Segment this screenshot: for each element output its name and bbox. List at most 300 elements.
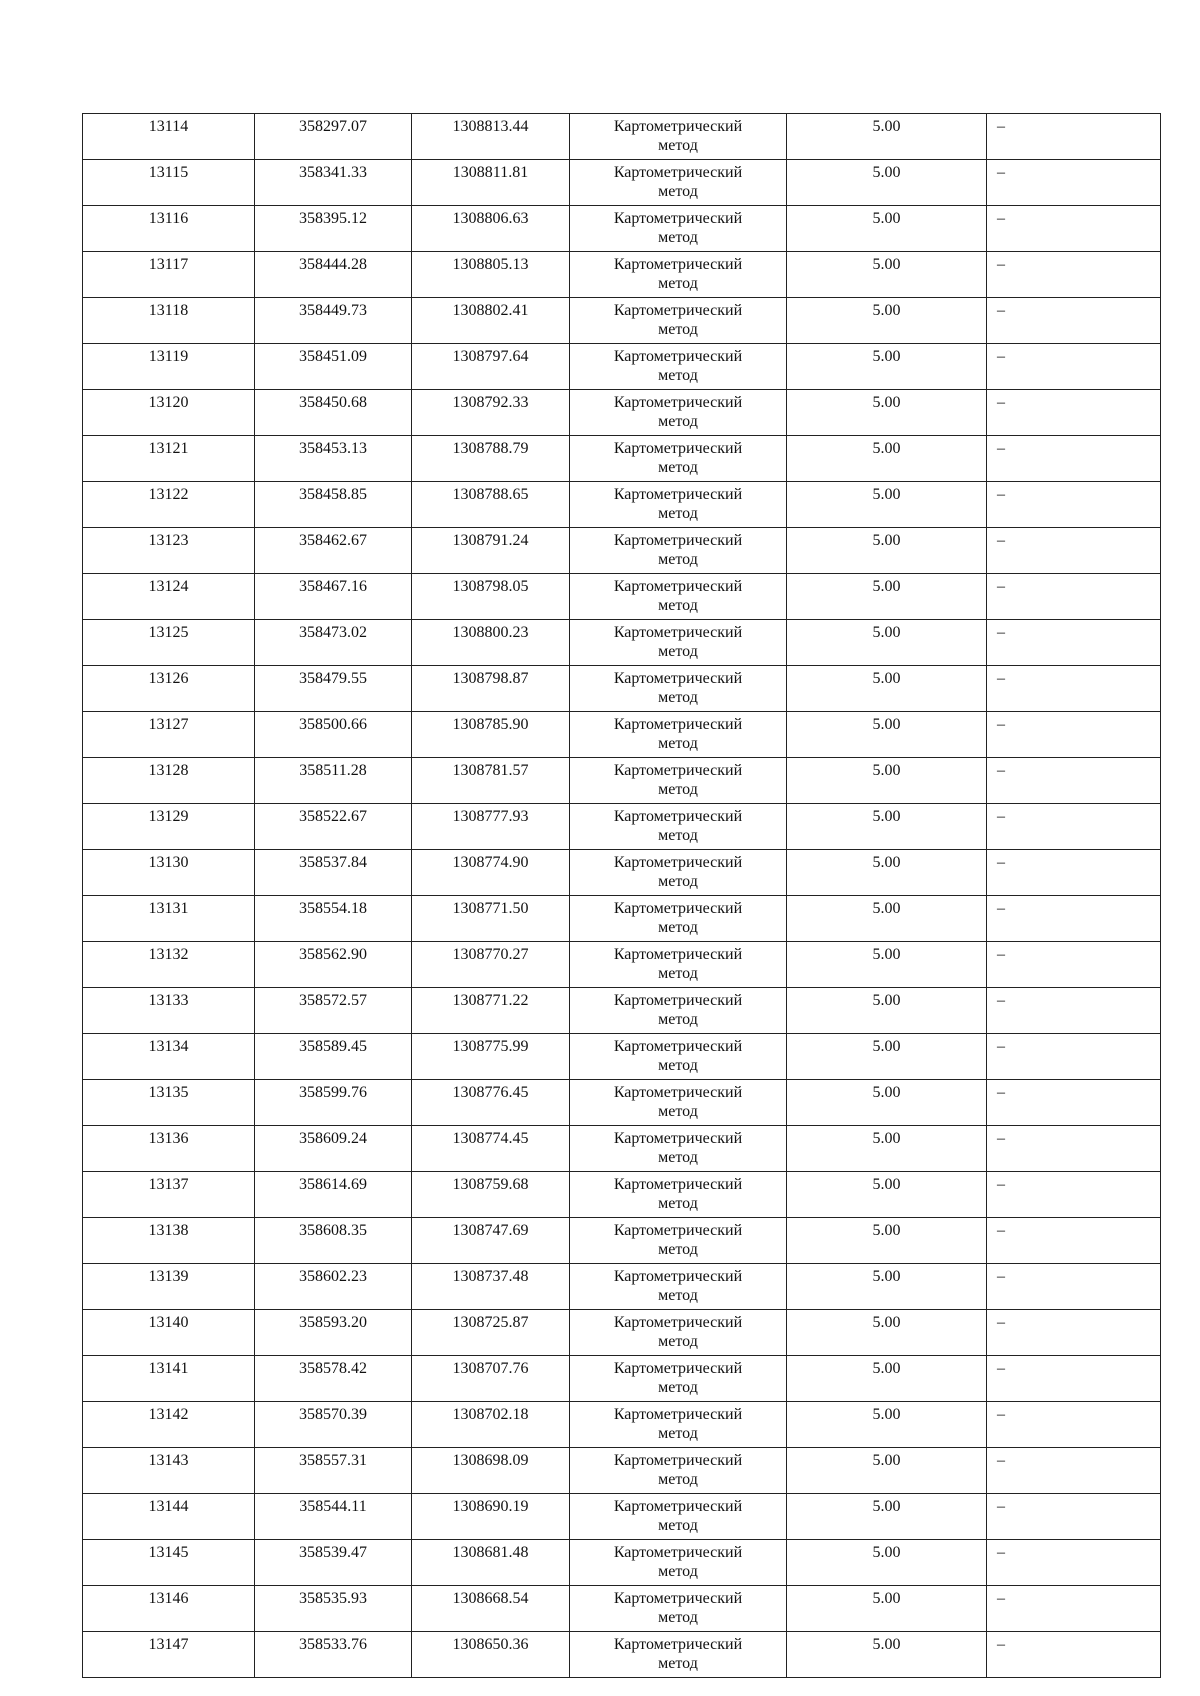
description-cell: – [987,206,1161,252]
description-cell: – [987,1034,1161,1080]
point-number-cell: 13125 [83,620,255,666]
accuracy-cell: 5.00 [787,298,987,344]
y-coordinate-cell: 1308813.44 [412,114,570,160]
table-row [83,942,1161,988]
method-line-1: Картометрический [613,256,743,273]
table-row [83,114,1161,160]
x-coordinate-cell: 358453.13 [255,436,412,482]
accuracy-cell: 5.00 [787,1632,987,1678]
point-number-cell: 13114 [83,114,255,160]
y-coordinate-cell: 1308781.57 [412,758,570,804]
y-coordinate-cell: 1308681.48 [412,1540,570,1586]
method-line-2: метод [658,1517,698,1534]
accuracy-cell: 5.00 [787,252,987,298]
accuracy-cell: 5.00 [787,988,987,1034]
description-cell: – [987,758,1161,804]
method-cell [570,850,787,896]
table-row [83,712,1161,758]
accuracy-cell: 5.00 [787,436,987,482]
table-row [83,436,1161,482]
point-number-cell: 13139 [83,1264,255,1310]
method-cell [570,712,787,758]
point-number-cell: 13121 [83,436,255,482]
accuracy-cell: 5.00 [787,1448,987,1494]
x-coordinate-cell: 358593.20 [255,1310,412,1356]
x-coordinate-cell: 358608.35 [255,1218,412,1264]
method-line-1: Картометрический [613,1636,743,1653]
description-cell: – [987,1632,1161,1678]
description-cell: – [987,850,1161,896]
method-line-2: метод [658,873,698,890]
accuracy-cell: 5.00 [787,206,987,252]
accuracy-cell: 5.00 [787,896,987,942]
method-line-1: Картометрический [613,1176,743,1193]
method-cell [570,620,787,666]
y-coordinate-cell: 1308798.87 [412,666,570,712]
point-number-cell: 13147 [83,1632,255,1678]
table-row [83,252,1161,298]
method-line-2: метод [658,1333,698,1350]
x-coordinate-cell: 358297.07 [255,114,412,160]
method-cell [570,1034,787,1080]
x-coordinate-cell: 358511.28 [255,758,412,804]
table-row [83,1126,1161,1172]
table-row [83,1356,1161,1402]
point-number-cell: 13116 [83,206,255,252]
description-cell: – [987,160,1161,206]
y-coordinate-cell: 1308690.19 [412,1494,570,1540]
point-number-cell: 13123 [83,528,255,574]
description-cell: – [987,1218,1161,1264]
point-number-cell: 13117 [83,252,255,298]
method-line-2: метод [658,643,698,660]
table-row [83,758,1161,804]
method-line-1: Картометрический [613,348,743,365]
method-line-1: Картометрический [613,1360,743,1377]
description-cell: – [987,1356,1161,1402]
point-number-cell: 13131 [83,896,255,942]
accuracy-cell: 5.00 [787,1540,987,1586]
method-line-2: метод [658,1057,698,1074]
point-number-cell: 13133 [83,988,255,1034]
x-coordinate-cell: 358589.45 [255,1034,412,1080]
point-number-cell: 13143 [83,1448,255,1494]
method-line-1: Картометрический [613,808,743,825]
method-line-1: Картометрический [613,1268,743,1285]
method-cell [570,1586,787,1632]
y-coordinate-cell: 1308771.50 [412,896,570,942]
method-line-1: Картометрический [613,762,743,779]
method-line-2: метод [658,1425,698,1442]
description-cell: – [987,252,1161,298]
accuracy-cell: 5.00 [787,942,987,988]
method-cell [570,1540,787,1586]
method-line-2: метод [658,413,698,430]
x-coordinate-cell: 358449.73 [255,298,412,344]
x-coordinate-cell: 358609.24 [255,1126,412,1172]
table-row [83,1034,1161,1080]
y-coordinate-cell: 1308811.81 [412,160,570,206]
method-line-1: Картометрический [613,992,743,1009]
description-cell: – [987,298,1161,344]
y-coordinate-cell: 1308785.90 [412,712,570,758]
method-line-1: Картометрический [613,1084,743,1101]
method-line-2: метод [658,459,698,476]
x-coordinate-cell: 358450.68 [255,390,412,436]
accuracy-cell: 5.00 [787,850,987,896]
y-coordinate-cell: 1308702.18 [412,1402,570,1448]
description-cell: – [987,436,1161,482]
method-line-1: Картометрический [613,532,743,549]
y-coordinate-cell: 1308737.48 [412,1264,570,1310]
description-cell: – [987,1448,1161,1494]
y-coordinate-cell: 1308788.79 [412,436,570,482]
y-coordinate-cell: 1308806.63 [412,206,570,252]
method-cell [570,528,787,574]
method-line-2: метод [658,1655,698,1672]
table-row [83,1402,1161,1448]
description-cell: – [987,574,1161,620]
method-line-2: метод [658,689,698,706]
description-cell: – [987,390,1161,436]
x-coordinate-cell: 358458.85 [255,482,412,528]
method-cell [570,1448,787,1494]
point-number-cell: 13134 [83,1034,255,1080]
x-coordinate-cell: 358341.33 [255,160,412,206]
point-number-cell: 13138 [83,1218,255,1264]
method-line-2: метод [658,1149,698,1166]
description-cell: – [987,804,1161,850]
y-coordinate-cell: 1308798.05 [412,574,570,620]
y-coordinate-cell: 1308802.41 [412,298,570,344]
x-coordinate-cell: 358467.16 [255,574,412,620]
table-row [83,666,1161,712]
table-row [83,988,1161,1034]
point-number-cell: 13127 [83,712,255,758]
method-cell [570,482,787,528]
method-cell [570,1126,787,1172]
x-coordinate-cell: 358500.66 [255,712,412,758]
x-coordinate-cell: 358578.42 [255,1356,412,1402]
y-coordinate-cell: 1308774.90 [412,850,570,896]
method-cell [570,896,787,942]
point-number-cell: 13118 [83,298,255,344]
point-number-cell: 13126 [83,666,255,712]
table-row [83,1448,1161,1494]
method-line-1: Картометрический [613,118,743,135]
x-coordinate-cell: 358522.67 [255,804,412,850]
method-cell [570,1310,787,1356]
table-row [83,1586,1161,1632]
method-cell [570,1218,787,1264]
x-coordinate-cell: 358539.47 [255,1540,412,1586]
accuracy-cell: 5.00 [787,1034,987,1080]
x-coordinate-cell: 358602.23 [255,1264,412,1310]
y-coordinate-cell: 1308668.54 [412,1586,570,1632]
y-coordinate-cell: 1308770.27 [412,942,570,988]
table-row [83,528,1161,574]
method-cell [570,804,787,850]
accuracy-cell: 5.00 [787,114,987,160]
accuracy-cell: 5.00 [787,1218,987,1264]
method-line-1: Картометрический [613,486,743,503]
point-number-cell: 13144 [83,1494,255,1540]
y-coordinate-cell: 1308759.68 [412,1172,570,1218]
table-row [83,896,1161,942]
accuracy-cell: 5.00 [787,1080,987,1126]
accuracy-cell: 5.00 [787,1310,987,1356]
coordinates-table-body [83,114,1161,1678]
y-coordinate-cell: 1308650.36 [412,1632,570,1678]
method-line-1: Картометрический [613,1038,743,1055]
y-coordinate-cell: 1308776.45 [412,1080,570,1126]
method-line-2: метод [658,597,698,614]
table-row [83,1264,1161,1310]
method-cell [570,344,787,390]
method-line-2: метод [658,1103,698,1120]
method-cell [570,252,787,298]
description-cell: – [987,1586,1161,1632]
method-line-1: Картометрический [613,1406,743,1423]
accuracy-cell: 5.00 [787,1264,987,1310]
method-line-2: метод [658,275,698,292]
point-number-cell: 13129 [83,804,255,850]
description-cell: – [987,620,1161,666]
description-cell: – [987,1310,1161,1356]
description-cell: – [987,712,1161,758]
x-coordinate-cell: 358614.69 [255,1172,412,1218]
method-cell [570,1356,787,1402]
method-line-2: метод [658,781,698,798]
x-coordinate-cell: 358451.09 [255,344,412,390]
table-row [83,206,1161,252]
method-line-1: Картометрический [613,440,743,457]
point-number-cell: 13124 [83,574,255,620]
method-cell [570,298,787,344]
y-coordinate-cell: 1308792.33 [412,390,570,436]
description-cell: – [987,942,1161,988]
method-line-2: метод [658,1011,698,1028]
y-coordinate-cell: 1308725.87 [412,1310,570,1356]
accuracy-cell: 5.00 [787,804,987,850]
method-line-2: метод [658,1563,698,1580]
method-cell [570,390,787,436]
table-row [83,1540,1161,1586]
y-coordinate-cell: 1308805.13 [412,252,570,298]
method-line-2: метод [658,1241,698,1258]
table-row [83,1080,1161,1126]
accuracy-cell: 5.00 [787,482,987,528]
method-line-2: метод [658,965,698,982]
description-cell: – [987,344,1161,390]
method-cell [570,114,787,160]
method-line-1: Картометрический [613,1130,743,1147]
accuracy-cell: 5.00 [787,666,987,712]
method-line-1: Картометрический [613,1222,743,1239]
method-line-1: Картометрический [613,1314,743,1331]
x-coordinate-cell: 358557.31 [255,1448,412,1494]
point-number-cell: 13132 [83,942,255,988]
y-coordinate-cell: 1308747.69 [412,1218,570,1264]
method-line-1: Картометрический [613,624,743,641]
method-line-1: Картометрический [613,900,743,917]
y-coordinate-cell: 1308698.09 [412,1448,570,1494]
description-cell: – [987,528,1161,574]
description-cell: – [987,1264,1161,1310]
description-cell: – [987,1172,1161,1218]
y-coordinate-cell: 1308777.93 [412,804,570,850]
description-cell: – [987,482,1161,528]
y-coordinate-cell: 1308775.99 [412,1034,570,1080]
method-line-2: метод [658,229,698,246]
accuracy-cell: 5.00 [787,1356,987,1402]
x-coordinate-cell: 358599.76 [255,1080,412,1126]
table-row [83,482,1161,528]
table-row [83,298,1161,344]
coordinates-table [82,113,1161,1678]
description-cell: – [987,1080,1161,1126]
method-line-1: Картометрический [613,1498,743,1515]
table-row [83,850,1161,896]
point-number-cell: 13145 [83,1540,255,1586]
accuracy-cell: 5.00 [787,758,987,804]
method-line-2: метод [658,321,698,338]
method-cell [570,574,787,620]
x-coordinate-cell: 358533.76 [255,1632,412,1678]
accuracy-cell: 5.00 [787,712,987,758]
method-line-1: Картометрический [613,578,743,595]
method-cell [570,1402,787,1448]
x-coordinate-cell: 358535.93 [255,1586,412,1632]
accuracy-cell: 5.00 [787,574,987,620]
method-line-1: Картометрический [613,670,743,687]
x-coordinate-cell: 358537.84 [255,850,412,896]
method-line-1: Картометрический [613,302,743,319]
table-row [83,160,1161,206]
method-cell [570,1080,787,1126]
y-coordinate-cell: 1308788.65 [412,482,570,528]
table-row [83,804,1161,850]
method-line-1: Картометрический [613,210,743,227]
method-line-1: Картометрический [613,1590,743,1607]
method-cell [570,1264,787,1310]
accuracy-cell: 5.00 [787,528,987,574]
point-number-cell: 13141 [83,1356,255,1402]
table-row [83,344,1161,390]
accuracy-cell: 5.00 [787,1494,987,1540]
method-line-2: метод [658,827,698,844]
x-coordinate-cell: 358444.28 [255,252,412,298]
table-row [83,1494,1161,1540]
method-cell [570,1494,787,1540]
table-row [83,390,1161,436]
point-number-cell: 13142 [83,1402,255,1448]
accuracy-cell: 5.00 [787,344,987,390]
table-row [83,620,1161,666]
y-coordinate-cell: 1308791.24 [412,528,570,574]
description-cell: – [987,1494,1161,1540]
accuracy-cell: 5.00 [787,390,987,436]
method-line-1: Картометрический [613,394,743,411]
description-cell: – [987,988,1161,1034]
method-line-2: метод [658,367,698,384]
x-coordinate-cell: 358462.67 [255,528,412,574]
point-number-cell: 13120 [83,390,255,436]
method-line-1: Картометрический [613,716,743,733]
x-coordinate-cell: 358554.18 [255,896,412,942]
method-line-1: Картометрический [613,1452,743,1469]
method-line-1: Картометрический [613,946,743,963]
method-line-2: метод [658,1379,698,1396]
description-cell: – [987,666,1161,712]
method-line-2: метод [658,505,698,522]
method-cell [570,160,787,206]
x-coordinate-cell: 358572.57 [255,988,412,1034]
y-coordinate-cell: 1308771.22 [412,988,570,1034]
x-coordinate-cell: 358395.12 [255,206,412,252]
description-cell: – [987,1126,1161,1172]
method-line-2: метод [658,1195,698,1212]
point-number-cell: 13146 [83,1586,255,1632]
point-number-cell: 13137 [83,1172,255,1218]
accuracy-cell: 5.00 [787,1586,987,1632]
description-cell: – [987,896,1161,942]
table-row [83,574,1161,620]
method-line-2: метод [658,551,698,568]
x-coordinate-cell: 358473.02 [255,620,412,666]
y-coordinate-cell: 1308774.45 [412,1126,570,1172]
method-line-1: Картометрический [613,164,743,181]
y-coordinate-cell: 1308707.76 [412,1356,570,1402]
table-row [83,1172,1161,1218]
table-row [83,1218,1161,1264]
method-line-2: метод [658,735,698,752]
description-cell: – [987,1540,1161,1586]
method-cell [570,206,787,252]
accuracy-cell: 5.00 [787,160,987,206]
y-coordinate-cell: 1308800.23 [412,620,570,666]
point-number-cell: 13135 [83,1080,255,1126]
accuracy-cell: 5.00 [787,620,987,666]
method-cell [570,1172,787,1218]
point-number-cell: 13115 [83,160,255,206]
method-line-2: метод [658,1287,698,1304]
point-number-cell: 13122 [83,482,255,528]
point-number-cell: 13130 [83,850,255,896]
x-coordinate-cell: 358562.90 [255,942,412,988]
method-cell [570,758,787,804]
method-line-1: Картометрический [613,854,743,871]
method-cell [570,988,787,1034]
method-cell [570,1632,787,1678]
table-row [83,1632,1161,1678]
description-cell: – [987,1402,1161,1448]
method-cell [570,942,787,988]
x-coordinate-cell: 358544.11 [255,1494,412,1540]
method-line-2: метод [658,137,698,154]
point-number-cell: 13140 [83,1310,255,1356]
point-number-cell: 13119 [83,344,255,390]
point-number-cell: 13136 [83,1126,255,1172]
accuracy-cell: 5.00 [787,1126,987,1172]
method-line-2: метод [658,183,698,200]
description-cell: – [987,114,1161,160]
method-line-2: метод [658,1471,698,1488]
accuracy-cell: 5.00 [787,1172,987,1218]
method-cell [570,436,787,482]
method-line-2: метод [658,1609,698,1626]
accuracy-cell: 5.00 [787,1402,987,1448]
